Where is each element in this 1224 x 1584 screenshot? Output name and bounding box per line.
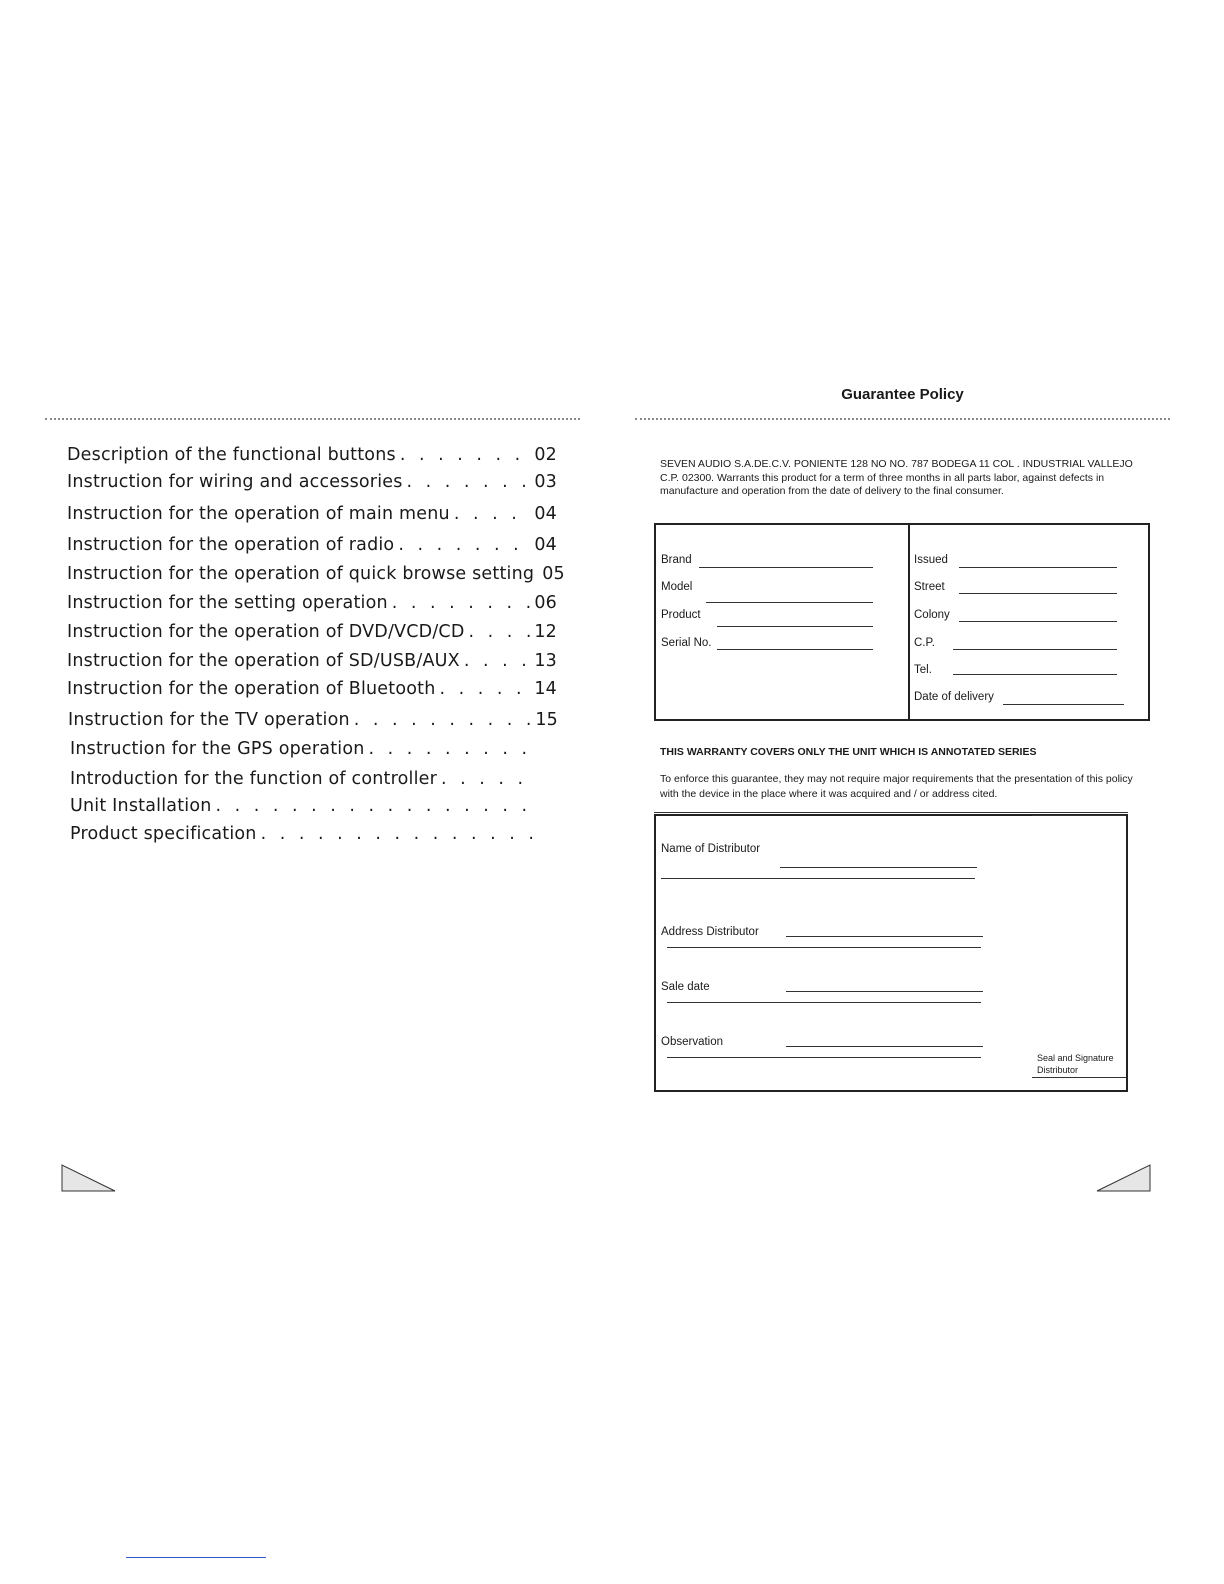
observation-label: Observation bbox=[661, 1036, 724, 1048]
toc-leader-dots bbox=[261, 824, 536, 844]
sale-date-field[interactable] bbox=[786, 991, 983, 992]
toc-entry[interactable] bbox=[67, 535, 557, 559]
seal-top-rule bbox=[1032, 815, 1126, 816]
toc-leader-dots bbox=[216, 796, 536, 816]
toc-entry-title: Unit Installation bbox=[70, 796, 212, 816]
toc-leader-dots bbox=[392, 593, 531, 613]
enforcement-text: To enforce this guarantee, they may not require major requirements that the presentation of this policy with the device in the place where it was acquired and / or address cited. bbox=[660, 773, 1133, 800]
toc-entry-page: 03 bbox=[534, 472, 557, 492]
bottom-link-underline bbox=[126, 1557, 266, 1558]
toc-leader-dots bbox=[454, 504, 530, 524]
toc-entry-page: 14 bbox=[534, 679, 557, 699]
seal-caption-line2: Distributor bbox=[1037, 1065, 1079, 1075]
toc-entry[interactable] bbox=[68, 710, 558, 734]
toc-entry[interactable] bbox=[70, 796, 560, 820]
tel-field[interactable] bbox=[953, 674, 1117, 675]
toc-entry-page: 05 bbox=[542, 564, 565, 584]
seal-signature-field[interactable] bbox=[1032, 1077, 1126, 1078]
sale-date-label: Sale date bbox=[661, 981, 710, 993]
page-title: Guarantee Policy bbox=[841, 386, 964, 403]
toc-entry[interactable] bbox=[67, 593, 557, 617]
observation-field-line2[interactable] bbox=[667, 1057, 981, 1058]
toc-entry[interactable] bbox=[67, 622, 557, 646]
distributor-address-label: Address Distributor bbox=[661, 926, 759, 938]
distributor-box-top-rule bbox=[654, 812, 1128, 813]
toc-entry[interactable] bbox=[67, 472, 557, 496]
observation-field[interactable] bbox=[786, 1046, 983, 1047]
toc-entry-title: Instruction for the operation of Bluetooth bbox=[67, 679, 436, 699]
toc-leader-dots bbox=[441, 769, 536, 789]
toc-leader-dots bbox=[354, 710, 532, 730]
toc-entry-title: Instruction for the TV operation bbox=[68, 710, 350, 730]
left-header-divider bbox=[45, 418, 580, 420]
date-delivery-field[interactable] bbox=[1003, 704, 1124, 705]
cp-label: C.P. bbox=[914, 637, 935, 649]
toc-entry[interactable] bbox=[67, 651, 557, 675]
warranty-intro-text: SEVEN AUDIO S.A.DE.C.V. PONIENTE 128 NO NO. 787 BODEGA 11 COL . INDUSTRIAL VALLEJO C.P. 02300. Warrants this product for a term of three months in all parts labor, against defects in manufacture and operation from the date of delivery to the final consumer. bbox=[660, 458, 1133, 497]
serial-label: Serial No. bbox=[661, 637, 712, 649]
cp-field[interactable] bbox=[953, 649, 1117, 650]
toc-leader-dots bbox=[464, 651, 531, 671]
toc-entry-title: Instruction for the GPS operation bbox=[70, 739, 365, 759]
toc-entry-title: Instruction for the operation of main menu bbox=[67, 504, 450, 524]
toc-entry-page: 04 bbox=[534, 535, 557, 555]
seal-caption-line1: Seal and Signature bbox=[1037, 1053, 1114, 1063]
toc-leader-dots bbox=[398, 535, 530, 555]
toc-entry-page: 04 bbox=[534, 504, 557, 524]
toc-entry-page: 12 bbox=[534, 622, 557, 642]
toc-entry[interactable] bbox=[70, 769, 560, 793]
distributor-name-label: Name of Distributor bbox=[661, 843, 761, 855]
toc-leader-dots bbox=[407, 472, 531, 492]
brand-field[interactable] bbox=[699, 567, 873, 568]
toc-entry-page: 15 bbox=[535, 710, 558, 730]
seal-signature-caption bbox=[1037, 1052, 1114, 1076]
product-field[interactable] bbox=[717, 626, 873, 627]
toc-entry[interactable] bbox=[67, 679, 557, 703]
street-field[interactable] bbox=[959, 593, 1117, 594]
toc-entry-page: 06 bbox=[534, 593, 557, 613]
toc-entry-page: 02 bbox=[534, 445, 557, 465]
right-header-divider bbox=[635, 418, 1170, 420]
sale-date-field-line2[interactable] bbox=[667, 1002, 981, 1003]
right-page-corner-triangle bbox=[1096, 1164, 1152, 1192]
toc-leader-dots bbox=[400, 445, 531, 465]
toc-entry-title: Instruction for the setting operation bbox=[67, 593, 388, 613]
brand-label: Brand bbox=[661, 554, 692, 566]
toc-entry-title: Instruction for the operation of quick browse setting bbox=[67, 564, 535, 584]
toc-leader-dots bbox=[369, 739, 536, 759]
toc-leader-dots bbox=[469, 622, 531, 642]
toc-entry[interactable] bbox=[67, 504, 557, 528]
warranty-coverage-notice: THIS WARRANTY COVERS ONLY THE UNIT WHICH IS ANNOTATED SERIES bbox=[660, 746, 1037, 758]
serial-field[interactable] bbox=[717, 649, 873, 650]
toc-entry-title: Instruction for the operation of SD/USB/AUX bbox=[67, 651, 460, 671]
model-field[interactable] bbox=[706, 602, 873, 603]
toc-entry-page: 13 bbox=[534, 651, 557, 671]
toc-entry[interactable] bbox=[70, 739, 560, 763]
distributor-name-field[interactable] bbox=[780, 867, 977, 868]
colony-field[interactable] bbox=[959, 621, 1117, 622]
left-page-corner-triangle bbox=[61, 1164, 117, 1192]
toc-entry[interactable] bbox=[67, 564, 565, 588]
toc-entry-title: Instruction for wiring and accessories bbox=[67, 472, 403, 492]
distributor-address-field[interactable] bbox=[786, 936, 983, 937]
toc-entry-title: Description of the functional buttons bbox=[67, 445, 396, 465]
distributor-info-box bbox=[654, 814, 1128, 1092]
distributor-address-field-line2[interactable] bbox=[667, 947, 981, 948]
issued-label: Issued bbox=[914, 554, 948, 566]
toc-entry[interactable] bbox=[67, 445, 557, 469]
toc-leader-dots bbox=[440, 679, 531, 699]
colony-label: Colony bbox=[914, 609, 950, 621]
issued-field[interactable] bbox=[959, 567, 1117, 568]
product-box-divider bbox=[908, 523, 910, 721]
tel-label: Tel. bbox=[914, 664, 932, 676]
toc-entry-title: Introduction for the function of controller bbox=[70, 769, 438, 789]
product-label: Product bbox=[661, 609, 701, 621]
toc-entry-title: Product specification bbox=[70, 824, 257, 844]
toc-entry-title: Instruction for the operation of radio bbox=[67, 535, 395, 555]
street-label: Street bbox=[914, 581, 945, 593]
toc-entry[interactable] bbox=[70, 824, 560, 848]
date-delivery-label: Date of delivery bbox=[914, 691, 994, 703]
product-info-box bbox=[654, 523, 1150, 721]
distributor-name-field-line2[interactable] bbox=[661, 878, 975, 879]
model-label: Model bbox=[661, 581, 693, 593]
toc-entry-title: Instruction for the operation of DVD/VCD/CD bbox=[67, 622, 465, 642]
